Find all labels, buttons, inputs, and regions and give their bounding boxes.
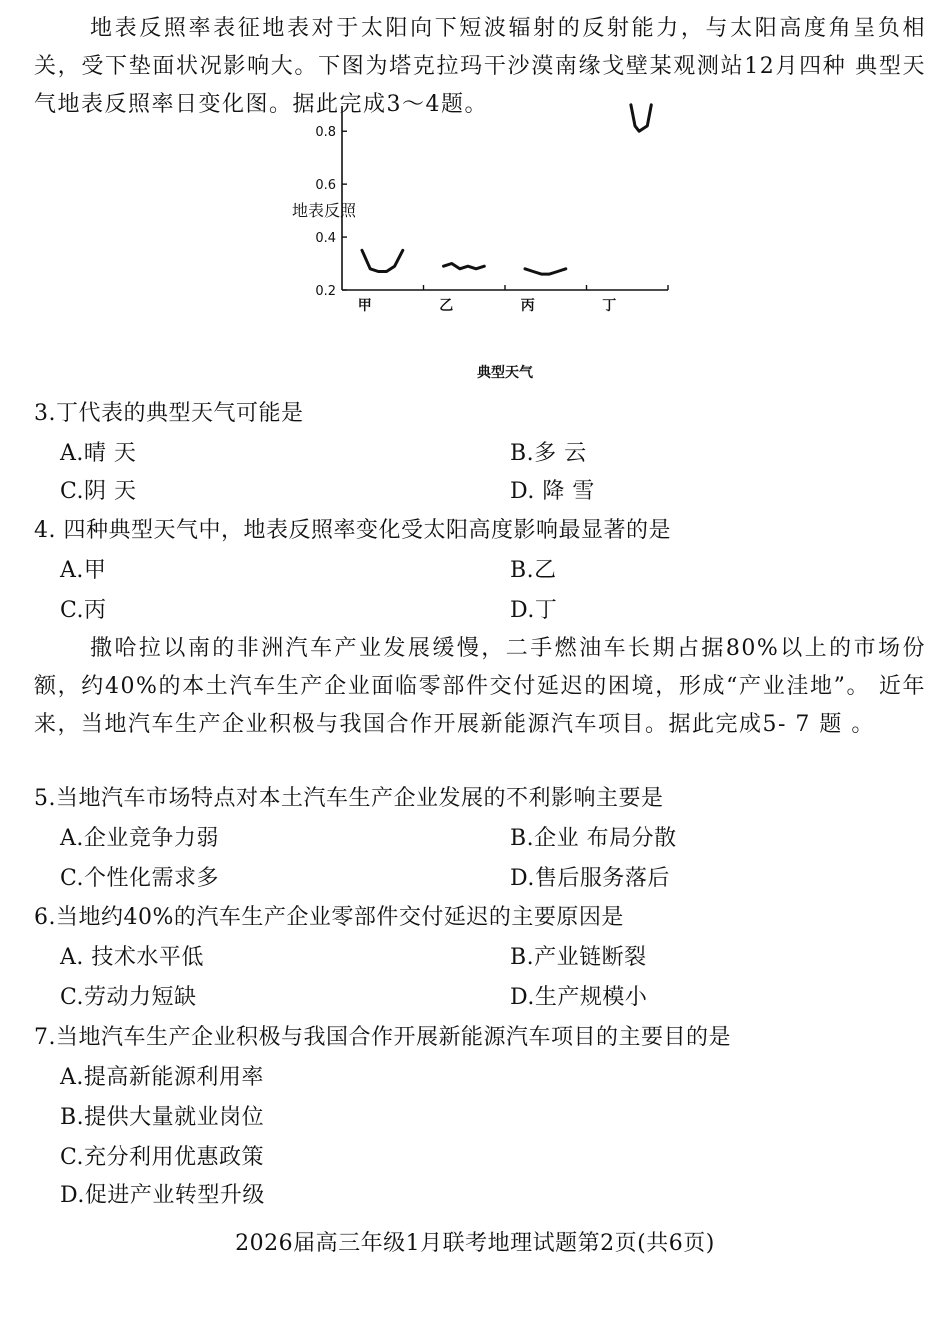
- q5-option-d[interactable]: D.售后服务落后: [510, 866, 670, 891]
- q6-option-b[interactable]: B.产业链断裂: [510, 945, 647, 970]
- q5-option-b[interactable]: B.企业 布局分散: [510, 826, 677, 851]
- q4-option-a[interactable]: A.甲: [60, 558, 107, 583]
- y-tick-label: 0.8: [315, 125, 336, 141]
- x-category-label: 丁: [602, 298, 617, 314]
- y-tick-label: 0.6: [315, 178, 336, 194]
- intro-paragraph-2: 撒哈拉以南的非洲汽车产业发展缓慢，二手燃油车长期占据80%以上的市场份额，约40%的本土汽车生产企业面临零部件交付延迟的困境，形成“产业洼地”。 近年来，当地汽车生产企业积极与我国合作开展新能源汽车项目。据此完成5- 7 题 。: [34, 636, 926, 737]
- series-curve-丁: [631, 105, 651, 131]
- y-tick-label: 0.4: [315, 231, 336, 247]
- q7-option-a[interactable]: A.提高新能源利用率: [60, 1065, 264, 1090]
- question-6-stem: 6.当地约40%的汽车生产企业零部件交付延迟的主要原因是: [34, 905, 624, 930]
- intro-paragraph-1: 地表反照率表征地表对于太阳向下短波辐射的反射能力，与太阳高度角呈负相关，受下垫面状况影响大。下图为塔克拉玛干沙漠南缘戈壁某观测站12月四种 典型天气地表反照率日变化图。据此完成3～4题。: [34, 16, 926, 117]
- q4-option-d[interactable]: D.丁: [510, 598, 558, 623]
- albedo-chart: [280, 98, 680, 328]
- q3-option-b[interactable]: B.多 云: [510, 441, 587, 466]
- x-category-label: 甲: [357, 298, 372, 314]
- q3-option-a[interactable]: A.晴 天: [60, 441, 137, 466]
- q6-option-c[interactable]: C.劳动力短缺: [60, 985, 197, 1010]
- question-3-stem: 3.丁代表的典型天气可能是: [34, 401, 304, 426]
- q7-option-d[interactable]: D.促进产业转型升级: [60, 1183, 265, 1208]
- x-category-label: 丙: [520, 298, 535, 314]
- q4-option-c[interactable]: C.丙: [60, 598, 107, 623]
- series-curve-乙: [444, 264, 485, 269]
- q7-option-b[interactable]: B.提供大量就业岗位: [60, 1105, 265, 1130]
- q7-option-c[interactable]: C.充分利用优惠政策: [60, 1145, 265, 1170]
- q6-option-a[interactable]: A. 技术水平低: [60, 945, 204, 970]
- series-curve-甲: [362, 250, 403, 271]
- y-tick-label: 0.2: [315, 284, 336, 299]
- q3-option-d[interactable]: D. 降 雪: [510, 479, 595, 504]
- q6-option-d[interactable]: D.生产规模小: [510, 985, 648, 1010]
- series-curve-丙: [525, 269, 566, 274]
- q5-option-a[interactable]: A.企业竞争力弱: [60, 826, 219, 851]
- question-4-stem: 4. 四种典型天气中，地表反照率变化受太阳高度影响最显著的是: [34, 518, 671, 543]
- question-5-stem: 5.当地汽车市场特点对本土汽车生产企业发展的不利影响主要是: [34, 786, 664, 811]
- page-footer: 2026届高三年级1月联考地理试题第2页(共6页): [235, 1231, 715, 1256]
- chart-title: 典型天气: [477, 365, 533, 381]
- x-category-label: 乙: [439, 298, 454, 314]
- y-axis-label: 地表反照: [292, 201, 357, 220]
- q3-option-c[interactable]: C.阴 天: [60, 479, 137, 504]
- q4-option-b[interactable]: B.乙: [510, 558, 557, 583]
- q5-option-c[interactable]: C.个性化需求多: [60, 866, 220, 891]
- question-7-stem: 7.当地汽车生产企业积极与我国合作开展新能源汽车项目的主要目的是: [34, 1025, 731, 1050]
